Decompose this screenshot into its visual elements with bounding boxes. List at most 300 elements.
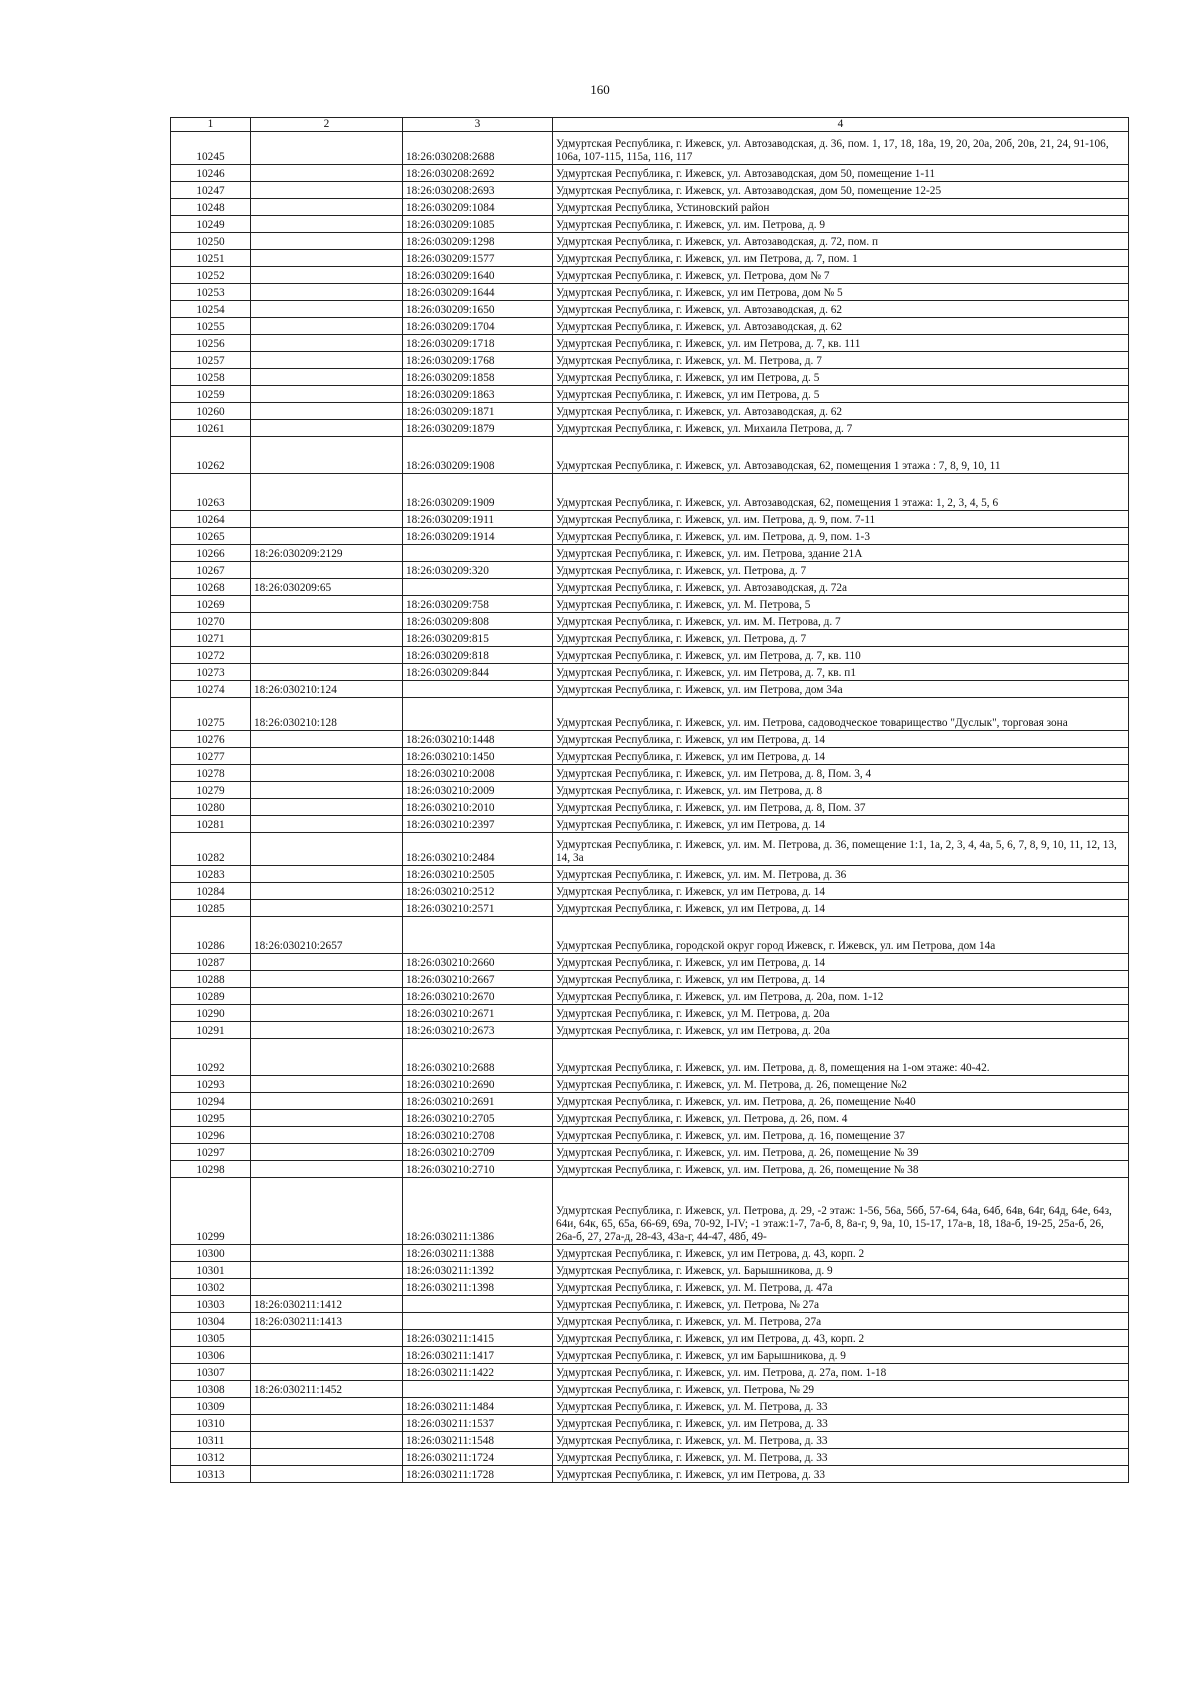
- table-row: [171, 900, 1129, 917]
- address-cell: Удмуртская Республика, г. Ижевск, ул. им. Петрова, здание 21А: [553, 545, 1129, 562]
- table-row: [171, 1005, 1129, 1022]
- row-number-cell: 10248: [171, 199, 251, 216]
- column-header-premises-cadastral-number: 3: [403, 118, 553, 132]
- premises-cadastral-number-cell: 18:26:030210:2691: [403, 1093, 553, 1110]
- land-cadastral-number-cell: [251, 664, 403, 681]
- land-cadastral-number-cell: [251, 216, 403, 233]
- premises-cadastral-number-cell: 18:26:030209:808: [403, 613, 553, 630]
- address-cell: Удмуртская Республика, г. Ижевск, ул. им. М. Петрова, д. 36, помещение 1:1, 1а, 2, 3, 4, 4а, 5, 6, 7, 8, 9, 10, 11, 12, 13, 14, 3а: [553, 833, 1129, 866]
- table-row: [171, 681, 1129, 698]
- table-row: [171, 630, 1129, 647]
- premises-cadastral-number-cell: 18:26:030210:2505: [403, 866, 553, 883]
- table-row: [171, 613, 1129, 630]
- row-number-cell: 10306: [171, 1347, 251, 1364]
- address-cell: Удмуртская Республика, г. Ижевск, ул. Автозаводская, д. 62: [553, 301, 1129, 318]
- address-cell: Удмуртская Республика, г. Ижевск, ул. М. Петрова, д. 33: [553, 1432, 1129, 1449]
- row-number-cell: 10262: [171, 437, 251, 474]
- address-cell: Удмуртская Республика, г. Ижевск, ул. Петрова, № 29: [553, 1381, 1129, 1398]
- table-row: [171, 1364, 1129, 1381]
- row-number-cell: 10285: [171, 900, 251, 917]
- row-number-cell: 10283: [171, 866, 251, 883]
- land-cadastral-number-cell: [251, 1127, 403, 1144]
- premises-cadastral-number-cell: 18:26:030210:2512: [403, 883, 553, 900]
- land-cadastral-number-cell: [251, 528, 403, 545]
- table-row: [171, 301, 1129, 318]
- row-number-cell: 10269: [171, 596, 251, 613]
- table-row: [171, 1279, 1129, 1296]
- row-number-cell: 10250: [171, 233, 251, 250]
- land-cadastral-number-cell: [251, 182, 403, 199]
- land-cadastral-number-cell: [251, 403, 403, 420]
- land-cadastral-number-cell: [251, 1432, 403, 1449]
- row-number-cell: 10254: [171, 301, 251, 318]
- address-cell: Удмуртская Республика, г. Ижевск, ул. Автозаводская, 62, помещения 1 этажа : 7, 8, 9, 10, 11: [553, 437, 1129, 474]
- row-number-cell: 10281: [171, 816, 251, 833]
- address-cell: Удмуртская Республика, г. Ижевск, ул. им Петрова, дом 34а: [553, 681, 1129, 698]
- address-cell: Удмуртская Республика, г. Ижевск, ул. Автозаводская, 62, помещения 1 этажа: 1, 2, 3, 4, 5, 6: [553, 474, 1129, 511]
- premises-cadastral-number-cell: 18:26:030210:2397: [403, 816, 553, 833]
- land-cadastral-number-cell: [251, 731, 403, 748]
- table-row: [171, 782, 1129, 799]
- premises-cadastral-number-cell: [403, 579, 553, 596]
- premises-cadastral-number-cell: 18:26:030209:1298: [403, 233, 553, 250]
- address-cell: Удмуртская Республика, г. Ижевск, ул. им. М. Петрова, д. 36: [553, 866, 1129, 883]
- table-row: [171, 132, 1129, 165]
- table-row: [171, 1415, 1129, 1432]
- row-number-cell: 10261: [171, 420, 251, 437]
- row-number-cell: 10265: [171, 528, 251, 545]
- row-number-cell: 10304: [171, 1313, 251, 1330]
- registry-table: [170, 117, 1129, 1483]
- table-row: [171, 698, 1129, 731]
- premises-cadastral-number-cell: 18:26:030210:2690: [403, 1076, 553, 1093]
- row-number-cell: 10273: [171, 664, 251, 681]
- land-cadastral-number-cell: [251, 1398, 403, 1415]
- land-cadastral-number-cell: [251, 1466, 403, 1483]
- land-cadastral-number-cell: [251, 816, 403, 833]
- row-number-cell: 10264: [171, 511, 251, 528]
- table-row: [171, 562, 1129, 579]
- row-number-cell: 10300: [171, 1245, 251, 1262]
- row-number-cell: 10274: [171, 681, 251, 698]
- premises-cadastral-number-cell: 18:26:030210:2688: [403, 1039, 553, 1076]
- premises-cadastral-number-cell: 18:26:030211:1386: [403, 1178, 553, 1245]
- table-row: [171, 748, 1129, 765]
- table-row: [171, 1432, 1129, 1449]
- land-cadastral-number-cell: [251, 866, 403, 883]
- land-cadastral-number-cell: [251, 1262, 403, 1279]
- land-cadastral-number-cell: [251, 386, 403, 403]
- premises-cadastral-number-cell: 18:26:030209:1909: [403, 474, 553, 511]
- table-row: [171, 1161, 1129, 1178]
- premises-cadastral-number-cell: 18:26:030210:2660: [403, 954, 553, 971]
- land-cadastral-number-cell: [251, 335, 403, 352]
- land-cadastral-number-cell: 18:26:030210:124: [251, 681, 403, 698]
- land-cadastral-number-cell: [251, 437, 403, 474]
- table-row: [171, 1347, 1129, 1364]
- row-number-cell: 10296: [171, 1127, 251, 1144]
- table-row: [171, 284, 1129, 301]
- address-cell: Удмуртская Республика, г. Ижевск, ул им Петрова, д. 14: [553, 748, 1129, 765]
- premises-cadastral-number-cell: 18:26:030209:818: [403, 647, 553, 664]
- premises-cadastral-number-cell: 18:26:030209:1863: [403, 386, 553, 403]
- premises-cadastral-number-cell: 18:26:030211:1537: [403, 1415, 553, 1432]
- row-number-cell: 10292: [171, 1039, 251, 1076]
- table-row: [171, 1076, 1129, 1093]
- row-number-cell: 10289: [171, 988, 251, 1005]
- address-cell: Удмуртская Республика, г. Ижевск, ул. Петрова, № 27а: [553, 1296, 1129, 1313]
- premises-cadastral-number-cell: 18:26:030209:1084: [403, 199, 553, 216]
- address-cell: Удмуртская Республика, г. Ижевск, ул им Петрова, д. 14: [553, 731, 1129, 748]
- table-row: [171, 1022, 1129, 1039]
- table-row: [171, 369, 1129, 386]
- row-number-cell: 10310: [171, 1415, 251, 1432]
- land-cadastral-number-cell: [251, 1330, 403, 1347]
- land-cadastral-number-cell: [251, 765, 403, 782]
- row-number-cell: 10247: [171, 182, 251, 199]
- address-cell: Удмуртская Республика, г. Ижевск, ул. Петрова, д. 26, пом. 4: [553, 1110, 1129, 1127]
- premises-cadastral-number-cell: 18:26:030209:1704: [403, 318, 553, 335]
- table-row: [171, 182, 1129, 199]
- land-cadastral-number-cell: [251, 748, 403, 765]
- land-cadastral-number-cell: [251, 1364, 403, 1381]
- land-cadastral-number-cell: [251, 233, 403, 250]
- address-cell: Удмуртская Республика, г. Ижевск, ул. им Петрова, д. 20а, пом. 1-12: [553, 988, 1129, 1005]
- row-number-cell: 10286: [171, 917, 251, 954]
- table-row: [171, 1245, 1129, 1262]
- premises-cadastral-number-cell: 18:26:030209:1650: [403, 301, 553, 318]
- premises-cadastral-number-cell: 18:26:030210:2009: [403, 782, 553, 799]
- land-cadastral-number-cell: [251, 474, 403, 511]
- address-cell: Удмуртская Республика, г. Ижевск, ул. Автозаводская, дом 50, помещение 12-25: [553, 182, 1129, 199]
- page-number: 160: [590, 82, 610, 97]
- row-number-cell: 10257: [171, 352, 251, 369]
- table-row: [171, 267, 1129, 284]
- address-cell: Удмуртская Республика, г. Ижевск, ул. М. Петрова, д. 26, помещение №2: [553, 1076, 1129, 1093]
- table-row: [171, 988, 1129, 1005]
- row-number-cell: 10251: [171, 250, 251, 267]
- table-row: [171, 352, 1129, 369]
- land-cadastral-number-cell: [251, 613, 403, 630]
- address-cell: Удмуртская Республика, г. Ижевск, ул. М. Петрова, д. 47а: [553, 1279, 1129, 1296]
- row-number-cell: 10309: [171, 1398, 251, 1415]
- land-cadastral-number-cell: [251, 1093, 403, 1110]
- address-cell: Удмуртская Республика, г. Ижевск, ул. М. Петрова, д. 7: [553, 352, 1129, 369]
- address-cell: Удмуртская Республика, г. Ижевск, ул им Петрова, д. 14: [553, 971, 1129, 988]
- address-cell: Удмуртская Республика, г. Ижевск, ул М. Петрова, д. 20а: [553, 1005, 1129, 1022]
- land-cadastral-number-cell: [251, 165, 403, 182]
- premises-cadastral-number-cell: 18:26:030210:2673: [403, 1022, 553, 1039]
- row-number-cell: 10278: [171, 765, 251, 782]
- land-cadastral-number-cell: [251, 833, 403, 866]
- address-cell: Удмуртская Республика, г. Ижевск, ул. им Петрова, д. 8, Пом. 3, 4: [553, 765, 1129, 782]
- land-cadastral-number-cell: [251, 369, 403, 386]
- address-cell: Удмуртская Республика, г. Ижевск, ул. им. М. Петрова, д. 7: [553, 613, 1129, 630]
- land-cadastral-number-cell: [251, 1347, 403, 1364]
- table-row: [171, 579, 1129, 596]
- premises-cadastral-number-cell: 18:26:030210:2670: [403, 988, 553, 1005]
- premises-cadastral-number-cell: 18:26:030211:1392: [403, 1262, 553, 1279]
- row-number-cell: 10305: [171, 1330, 251, 1347]
- row-number-cell: 10287: [171, 954, 251, 971]
- premises-cadastral-number-cell: 18:26:030209:1911: [403, 511, 553, 528]
- table-row: [171, 511, 1129, 528]
- address-cell: Удмуртская Республика, г. Ижевск, ул. Автозаводская, д. 62: [553, 403, 1129, 420]
- premises-cadastral-number-cell: 18:26:030209:1858: [403, 369, 553, 386]
- table-row: [171, 1313, 1129, 1330]
- table-row: [171, 1398, 1129, 1415]
- premises-cadastral-number-cell: 18:26:030208:2693: [403, 182, 553, 199]
- land-cadastral-number-cell: [251, 799, 403, 816]
- row-number-cell: 10290: [171, 1005, 251, 1022]
- address-cell: Удмуртская Республика, г. Ижевск, ул. Петрова, д. 7: [553, 630, 1129, 647]
- land-cadastral-number-cell: [251, 883, 403, 900]
- premises-cadastral-number-cell: 18:26:030210:2709: [403, 1144, 553, 1161]
- land-cadastral-number-cell: [251, 284, 403, 301]
- row-number-cell: 10258: [171, 369, 251, 386]
- premises-cadastral-number-cell: 18:26:030209:844: [403, 664, 553, 681]
- land-cadastral-number-cell: [251, 318, 403, 335]
- premises-cadastral-number-cell: 18:26:030209:1644: [403, 284, 553, 301]
- table-row: [171, 883, 1129, 900]
- premises-cadastral-number-cell: 18:26:030210:2010: [403, 799, 553, 816]
- address-cell: Удмуртская Республика, г. Ижевск, ул. им Петрова, д. 8, Пом. 37: [553, 799, 1129, 816]
- premises-cadastral-number-cell: 18:26:030210:2571: [403, 900, 553, 917]
- address-cell: Удмуртская Республика, г. Ижевск, ул. им Петрова, д. 8: [553, 782, 1129, 799]
- address-cell: Удмуртская Республика, г. Ижевск, ул. Автозаводская, д. 72, пом. п: [553, 233, 1129, 250]
- premises-cadastral-number-cell: [403, 917, 553, 954]
- table-row: [171, 1466, 1129, 1483]
- premises-cadastral-number-cell: 18:26:030209:1879: [403, 420, 553, 437]
- address-cell: Удмуртская Республика, г. Ижевск, ул им Петрова, д. 14: [553, 954, 1129, 971]
- table-row: [171, 954, 1129, 971]
- row-number-cell: 10282: [171, 833, 251, 866]
- address-cell: Удмуртская Республика, г. Ижевск, ул им Петрова, дом № 5: [553, 284, 1129, 301]
- premises-cadastral-number-cell: 18:26:030208:2688: [403, 132, 553, 165]
- address-cell: Удмуртская Республика, г. Ижевск, ул. Автозаводская, дом 50, помещение 1-11: [553, 165, 1129, 182]
- land-cadastral-number-cell: [251, 511, 403, 528]
- address-cell: Удмуртская Республика, г. Ижевск, ул. М. Петрова, 5: [553, 596, 1129, 613]
- land-cadastral-number-cell: [251, 1415, 403, 1432]
- premises-cadastral-number-cell: 18:26:030211:1724: [403, 1449, 553, 1466]
- table-row: [171, 318, 1129, 335]
- land-cadastral-number-cell: [251, 596, 403, 613]
- table-row: [171, 664, 1129, 681]
- row-number-cell: 10267: [171, 562, 251, 579]
- address-cell: Удмуртская Республика, г. Ижевск, ул. им Петрова, д. 33: [553, 1415, 1129, 1432]
- land-cadastral-number-cell: [251, 1022, 403, 1039]
- table-row: [171, 816, 1129, 833]
- address-cell: Удмуртская Республика, г. Ижевск, ул. Михаила Петрова, д. 7: [553, 420, 1129, 437]
- land-cadastral-number-cell: [251, 352, 403, 369]
- address-cell: Удмуртская Республика, г. Ижевск, ул. Автозаводская, д. 72а: [553, 579, 1129, 596]
- row-number-cell: 10280: [171, 799, 251, 816]
- table-row: [171, 596, 1129, 613]
- premises-cadastral-number-cell: 18:26:030210:2708: [403, 1127, 553, 1144]
- table-row: [171, 765, 1129, 782]
- address-cell: Удмуртская Республика, г. Ижевск, ул. Автозаводская, д. 36, пом. 1, 17, 18, 18а, 19, 20, 20а, 20б, 20в, 21, 24, 91-106, 106а, 107-115, 115а, 116, 117: [553, 132, 1129, 165]
- row-number-cell: 10299: [171, 1178, 251, 1245]
- table-row: [171, 799, 1129, 816]
- row-number-cell: 10249: [171, 216, 251, 233]
- table-row: [171, 866, 1129, 883]
- address-cell: Удмуртская Республика, г. Ижевск, ул им Петрова, д. 43, корп. 2: [553, 1245, 1129, 1262]
- land-cadastral-number-cell: [251, 900, 403, 917]
- address-cell: Удмуртская Республика, г. Ижевск, ул. Петрова, д. 7: [553, 562, 1129, 579]
- premises-cadastral-number-cell: [403, 681, 553, 698]
- land-cadastral-number-cell: [251, 1076, 403, 1093]
- column-header-number: 1: [171, 118, 251, 132]
- row-number-cell: 10307: [171, 1364, 251, 1381]
- premises-cadastral-number-cell: 18:26:030210:2710: [403, 1161, 553, 1178]
- table-row: [171, 386, 1129, 403]
- address-cell: Удмуртская Республика, г. Ижевск, ул им Петрова, д. 14: [553, 900, 1129, 917]
- table-row: [171, 250, 1129, 267]
- row-number-cell: 10266: [171, 545, 251, 562]
- premises-cadastral-number-cell: [403, 1381, 553, 1398]
- address-cell: Удмуртская Республика, г. Ижевск, ул. Петрова, дом № 7: [553, 267, 1129, 284]
- table-row: [171, 335, 1129, 352]
- land-cadastral-number-cell: [251, 562, 403, 579]
- address-cell: Удмуртская Республика, г. Ижевск, ул. им Петрова, д. 7, кв. п1: [553, 664, 1129, 681]
- premises-cadastral-number-cell: 18:26:030211:1484: [403, 1398, 553, 1415]
- row-number-cell: 10291: [171, 1022, 251, 1039]
- premises-cadastral-number-cell: 18:26:030210:2671: [403, 1005, 553, 1022]
- table-row: [171, 833, 1129, 866]
- land-cadastral-number-cell: 18:26:030211:1413: [251, 1313, 403, 1330]
- land-cadastral-number-cell: [251, 1449, 403, 1466]
- table-row: [171, 545, 1129, 562]
- row-number-cell: 10279: [171, 782, 251, 799]
- land-cadastral-number-cell: 18:26:030211:1452: [251, 1381, 403, 1398]
- row-number-cell: 10288: [171, 971, 251, 988]
- row-number-cell: 10268: [171, 579, 251, 596]
- table-row: [171, 1039, 1129, 1076]
- row-number-cell: 10298: [171, 1161, 251, 1178]
- row-number-cell: 10259: [171, 386, 251, 403]
- row-number-cell: 10311: [171, 1432, 251, 1449]
- address-cell: Удмуртская Республика, г. Ижевск, ул. им. Петрова, д. 9, пом. 7-11: [553, 511, 1129, 528]
- address-cell: Удмуртская Республика, г. Ижевск, ул. им. Петрова, д. 9: [553, 216, 1129, 233]
- land-cadastral-number-cell: [251, 1039, 403, 1076]
- row-number-cell: 10293: [171, 1076, 251, 1093]
- table-row: [171, 917, 1129, 954]
- table-row: [171, 403, 1129, 420]
- premises-cadastral-number-cell: 18:26:030210:2008: [403, 765, 553, 782]
- land-cadastral-number-cell: [251, 199, 403, 216]
- address-cell: Удмуртская Республика, г. Ижевск, ул. М. Петрова, 27а: [553, 1313, 1129, 1330]
- land-cadastral-number-cell: 18:26:030210:128: [251, 698, 403, 731]
- land-cadastral-number-cell: [251, 1279, 403, 1296]
- premises-cadastral-number-cell: 18:26:030209:1768: [403, 352, 553, 369]
- table-header-row: [171, 118, 1129, 132]
- land-cadastral-number-cell: 18:26:030211:1412: [251, 1296, 403, 1313]
- address-cell: Удмуртская Республика, г. Ижевск, ул им Петрова, д. 14: [553, 816, 1129, 833]
- row-number-cell: 10312: [171, 1449, 251, 1466]
- table-row: [171, 1093, 1129, 1110]
- address-cell: Удмуртская Республика, г. Ижевск, ул им Петрова, д. 43, корп. 2: [553, 1330, 1129, 1347]
- row-number-cell: 10308: [171, 1381, 251, 1398]
- row-number-cell: 10272: [171, 647, 251, 664]
- table-row: [171, 199, 1129, 216]
- premises-cadastral-number-cell: 18:26:030210:2484: [403, 833, 553, 866]
- row-number-cell: 10253: [171, 284, 251, 301]
- land-cadastral-number-cell: [251, 267, 403, 284]
- table-row: [171, 1330, 1129, 1347]
- row-number-cell: 10295: [171, 1110, 251, 1127]
- premises-cadastral-number-cell: [403, 1296, 553, 1313]
- row-number-cell: 10277: [171, 748, 251, 765]
- address-cell: Удмуртская Республика, г. Ижевск, ул. им. Петрова, садоводческое товарищество "Дуслык", торговая зона: [553, 698, 1129, 731]
- address-cell: Удмуртская Республика, г. Ижевск, ул. им Петрова, д. 7, пом. 1: [553, 250, 1129, 267]
- address-cell: Удмуртская Республика, г. Ижевск, ул. им. Петрова, д. 27а, пом. 1-18: [553, 1364, 1129, 1381]
- land-cadastral-number-cell: [251, 132, 403, 165]
- land-cadastral-number-cell: [251, 1144, 403, 1161]
- land-cadastral-number-cell: [251, 301, 403, 318]
- land-cadastral-number-cell: [251, 630, 403, 647]
- premises-cadastral-number-cell: 18:26:030209:1871: [403, 403, 553, 420]
- row-number-cell: 10313: [171, 1466, 251, 1483]
- premises-cadastral-number-cell: 18:26:030210:1448: [403, 731, 553, 748]
- table-row: [171, 971, 1129, 988]
- row-number-cell: 10255: [171, 318, 251, 335]
- premises-cadastral-number-cell: 18:26:030211:1388: [403, 1245, 553, 1262]
- premises-cadastral-number-cell: 18:26:030209:815: [403, 630, 553, 647]
- row-number-cell: 10263: [171, 474, 251, 511]
- address-cell: Удмуртская Республика, г. Ижевск, ул. им. Петрова, д. 26, помещение №40: [553, 1093, 1129, 1110]
- land-cadastral-number-cell: 18:26:030209:65: [251, 579, 403, 596]
- premises-cadastral-number-cell: [403, 545, 553, 562]
- table-row: [171, 216, 1129, 233]
- row-number-cell: 10294: [171, 1093, 251, 1110]
- column-header-land-cadastral-number: 2: [251, 118, 403, 132]
- address-cell: Удмуртская Республика, г. Ижевск, ул им Петрова, д. 20а: [553, 1022, 1129, 1039]
- row-number-cell: 10256: [171, 335, 251, 352]
- land-cadastral-number-cell: [251, 988, 403, 1005]
- table-row: [171, 1296, 1129, 1313]
- address-cell: Удмуртская Республика, г. Ижевск, ул. им Петрова, д. 7, кв. 110: [553, 647, 1129, 664]
- address-cell: Удмуртская Республика, г. Ижевск, ул. им. Петрова, д. 26, помещение № 38: [553, 1161, 1129, 1178]
- land-cadastral-number-cell: 18:26:030210:2657: [251, 917, 403, 954]
- address-cell: Удмуртская Республика, г. Ижевск, ул. им. Петрова, д. 8, помещения на 1-ом этаже: 40-42.: [553, 1039, 1129, 1076]
- land-cadastral-number-cell: [251, 1110, 403, 1127]
- row-number-cell: 10302: [171, 1279, 251, 1296]
- address-cell: Удмуртская Республика, г. Ижевск, ул им Петрова, д. 5: [553, 369, 1129, 386]
- premises-cadastral-number-cell: 18:26:030211:1728: [403, 1466, 553, 1483]
- table-row: [171, 528, 1129, 545]
- premises-cadastral-number-cell: 18:26:030208:2692: [403, 165, 553, 182]
- land-cadastral-number-cell: [251, 1245, 403, 1262]
- land-cadastral-number-cell: [251, 420, 403, 437]
- land-cadastral-number-cell: [251, 1178, 403, 1245]
- row-number-cell: 10284: [171, 883, 251, 900]
- table-row: [171, 1110, 1129, 1127]
- row-number-cell: 10270: [171, 613, 251, 630]
- address-cell: Удмуртская Республика, г. Ижевск, ул. им. Петрова, д. 16, помещение 37: [553, 1127, 1129, 1144]
- premises-cadastral-number-cell: 18:26:030210:2705: [403, 1110, 553, 1127]
- premises-cadastral-number-cell: 18:26:030211:1398: [403, 1279, 553, 1296]
- table-row: [171, 731, 1129, 748]
- address-cell: Удмуртская Республика, г. Ижевск, ул. им Петрова, д. 7, кв. 111: [553, 335, 1129, 352]
- row-number-cell: 10252: [171, 267, 251, 284]
- row-number-cell: 10245: [171, 132, 251, 165]
- land-cadastral-number-cell: [251, 647, 403, 664]
- row-number-cell: 10297: [171, 1144, 251, 1161]
- table-row: [171, 1144, 1129, 1161]
- table-row: [171, 474, 1129, 511]
- premises-cadastral-number-cell: 18:26:030209:1914: [403, 528, 553, 545]
- table-row: [171, 1178, 1129, 1245]
